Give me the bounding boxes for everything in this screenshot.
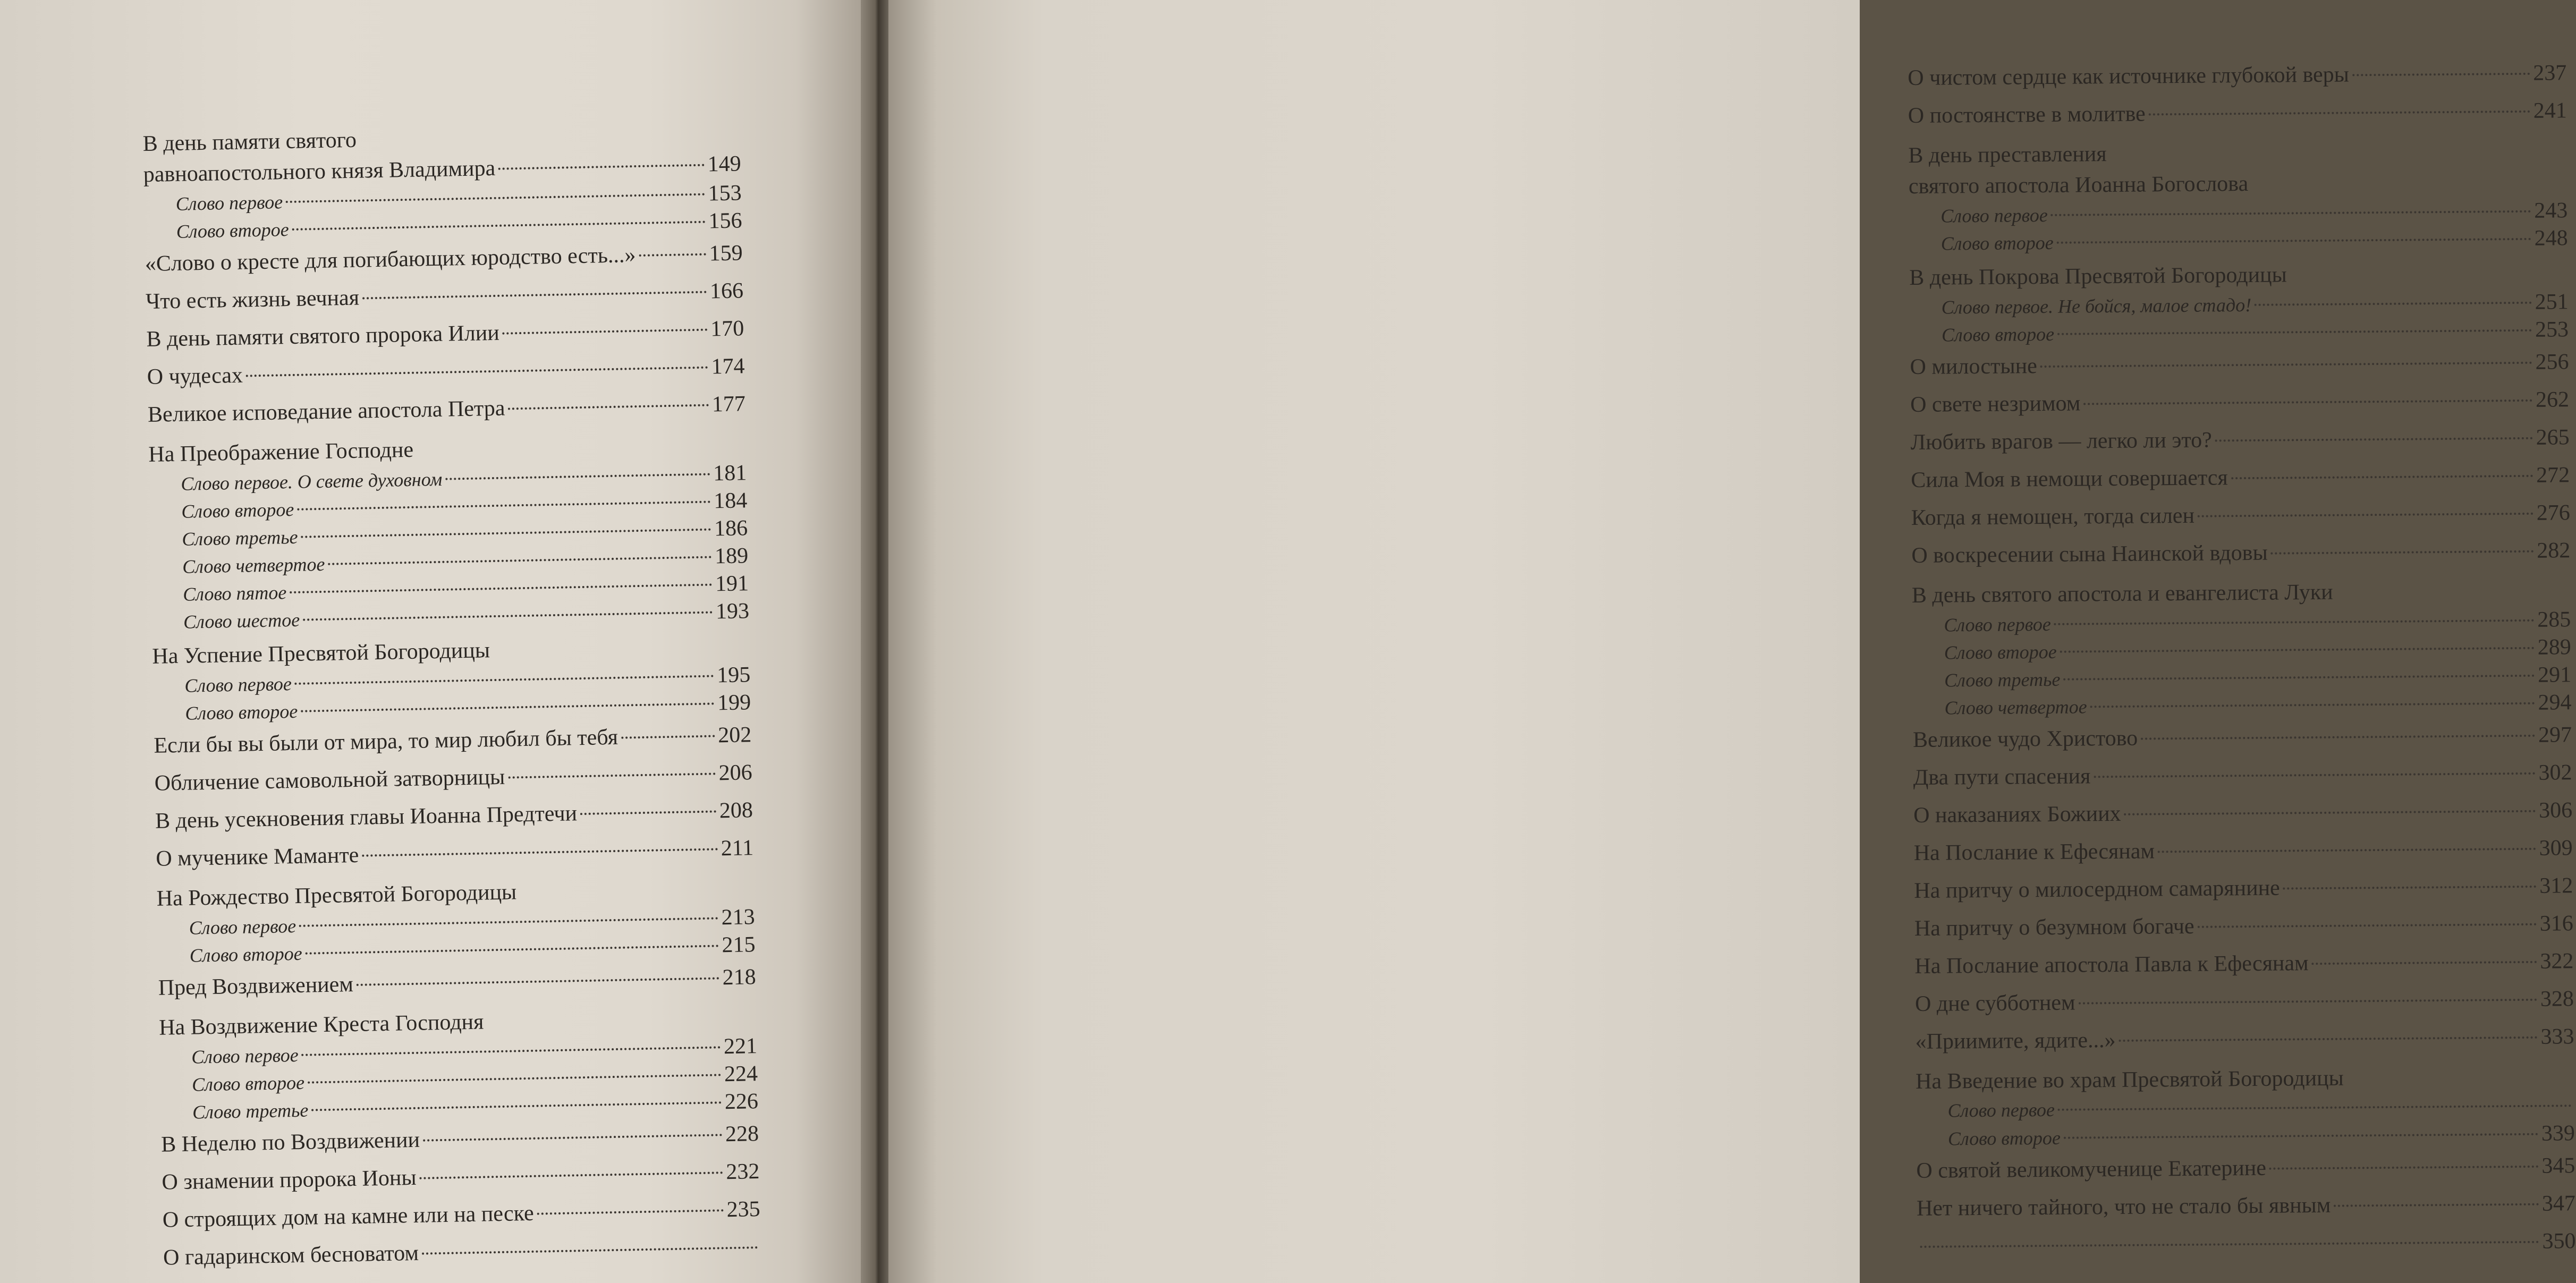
book-gutter [861,0,893,1283]
dot-leader [302,1046,721,1056]
dot-leader [508,404,709,410]
toc-entry-title: «Слово о кресте для погибающих юродство есть...» [145,243,636,276]
page-number: 262 [2535,387,2570,412]
toc-entry-title: Слово второе [181,498,294,522]
toc-entry [1910,343,2569,386]
dot-leader [2231,475,2533,479]
page-number: 272 [2536,463,2570,488]
toc-entry-title: О милостыне [1910,354,2037,379]
toc-entry-title: Слово второе [191,1072,305,1095]
toc-entry-title: Слово второе [189,942,302,966]
toc-entry [1917,1222,2576,1265]
page-number: 208 [719,798,753,823]
toc-entry-title: О святой великомученице Екатерине [1916,1155,2267,1183]
page-number: 302 [2538,760,2572,785]
toc-entry [1915,1018,2574,1061]
toc-entry-title: Слово второе [185,700,298,724]
page-number: 294 [2538,690,2572,715]
page-number: 243 [2534,198,2568,223]
page-number: 265 [2536,425,2570,450]
toc-entry [1911,494,2571,537]
page-number: 282 [2537,538,2571,563]
dot-leader [299,917,718,927]
toc-entry [1913,792,2573,835]
dot-leader [621,735,715,738]
page-number: 156 [708,208,742,234]
toc-entry-title: Слово второе [1947,1127,2061,1150]
dot-leader [2090,702,2535,708]
dot-leader [2312,961,2537,965]
dot-leader [311,1101,722,1111]
toc-section-heading [1908,135,2567,202]
page-number: 221 [723,1034,758,1059]
toc-entry-title: Слово второе [1941,323,2055,346]
page-number: 339 [2541,1121,2575,1146]
dot-leader [2198,513,2533,517]
toc-entry-title: Слово первое [189,915,296,939]
toc-entry-title: Слово первое [1944,613,2051,636]
toc-entry-title: В день усекновения главы Иоанна Предтечи [155,801,578,834]
toc-entry-title: Слово первое [175,191,283,215]
page-number: 309 [2539,836,2573,861]
toc-entry [1910,381,2570,424]
toc-entry [1917,1185,2576,1228]
toc-heading-line: святого апостола Иоанна Богослова [1908,171,2249,199]
dot-leader [2283,886,2537,890]
dot-leader [2063,675,2535,681]
page-number: 347 [2541,1191,2576,1216]
page-number: 228 [725,1121,759,1147]
toc-entry-title: На Воздвижение Креста Господня [158,1009,484,1040]
page-number: 211 [721,836,754,861]
page-number: 241 [2533,98,2567,123]
toc-entry-title: В день памяти святого пророка Илии [146,320,500,352]
toc-entry-title: О строящих дом на камне или на песке [162,1201,535,1233]
page-number: 312 [2539,873,2573,898]
page-number: 206 [718,760,753,786]
toc-section-heading [1916,1061,2574,1097]
page-number: 256 [2535,350,2569,375]
page-number: 226 [724,1089,759,1115]
dot-leader [639,253,706,257]
dot-leader [308,1074,721,1083]
toc-entry-title: Нет ничего тайного, что не стало бы явным [1916,1193,2331,1221]
dot-leader [328,556,711,565]
toc-entry [1916,1147,2575,1190]
toc-entry-title: На Послание апостола Павла к Ефесянам [1914,951,2309,979]
dot-leader [2271,550,2534,555]
dot-leader [2054,619,2535,625]
right-toc [1908,54,2576,1265]
toc-entry-title: Сила Моя в немощи совершается [1911,465,2228,492]
dot-leader [2060,647,2535,653]
toc-entry [1913,716,2572,759]
toc-entry-title: Слово второе [1944,641,2057,664]
toc-entry-title: В день святого апостола и евангелиста Луки [1911,580,2333,608]
dot-leader [301,702,714,712]
toc-entry-title: На Рождество Пресвятой Богородицы [156,880,517,911]
dot-leader [2079,999,2537,1005]
toc-entry-title: Слово первое [1947,1099,2055,1121]
toc-heading-line-text: равноапостольного князя Владимира [143,156,496,187]
toc-entry-title: Слово первое. О свете духовном [181,468,443,495]
page-number: 195 [716,662,751,688]
toc-entry-title: О знамении пророка Ионы [162,1165,417,1195]
page-number: 248 [2534,226,2568,251]
page-number: 285 [2537,607,2571,632]
page-number: 297 [2538,723,2572,747]
toc-entry-title: О гадаринском бесноватом [163,1240,419,1270]
dot-leader [2198,923,2537,928]
toc-entry-title: На Послание к Ефесянам [1913,839,2155,865]
toc-section-heading [1912,575,2571,611]
page-number: 276 [2536,500,2570,525]
page-number: 350 [2542,1229,2576,1254]
dot-leader [2158,848,2536,853]
toc-entry-title: Слово первое [184,673,292,696]
toc-entry-title: Великое исповедание апостола Петра [147,396,505,427]
toc-entry-title: О свете незримом [1910,391,2081,417]
dot-leader [292,221,706,231]
toc-entry-title: О наказаниях Божиих [1913,801,2121,828]
page-number: 181 [713,461,747,486]
dot-leader [423,1134,722,1141]
page-number: 251 [2535,290,2569,315]
toc-entry [1908,92,2567,135]
page-number: 345 [2541,1153,2575,1178]
toc-entry-title: Слово третье [181,526,298,550]
page-number: 153 [708,181,742,206]
toc-entry [1913,829,2573,872]
page-number: 333 [2540,1024,2574,1049]
toc-entry-title: Если бы вы были от мира, то мир любил бы тебя [154,725,618,758]
toc-entry-title: Пред Воздвижением [158,972,354,1000]
toc-entry-title: На притчу о безумном богаче [1914,914,2194,941]
dot-leader [357,977,719,986]
dot-leader [498,164,705,170]
toc-entry-title: Слово пятое [182,582,287,605]
dot-leader [537,1209,724,1214]
dot-leader [290,584,712,594]
page-number: 174 [711,354,745,379]
page-number: 199 [717,690,751,716]
toc-entry-title: В день Покрова Пресвятой Богородицы [1909,262,2287,290]
toc-entry [1915,980,2574,1023]
toc-entry-title: О чудесах [147,363,243,389]
dot-leader [503,329,708,335]
dot-leader [246,367,708,377]
page-number: 149 [707,151,742,177]
page-number: 186 [714,516,748,541]
dot-leader [508,772,715,778]
page-number: 213 [721,905,755,930]
dot-leader [2064,1133,2538,1139]
dot-leader [445,473,710,480]
page-number: 253 [2535,317,2569,342]
left-toc [142,112,761,1277]
toc-entry-title: Когда я немощен, тогда силен [1911,503,2195,530]
toc-entry [1911,532,2571,575]
toc-entry [1911,456,2570,499]
page-number: 202 [717,723,752,748]
dot-leader [2215,437,2533,442]
dot-leader [1920,1241,2539,1248]
dot-leader [297,501,710,511]
page-number: 232 [725,1159,760,1185]
dot-leader [2124,810,2536,815]
dot-leader [2255,302,2532,306]
page-number: 328 [2540,987,2574,1012]
dot-leader [2141,735,2535,740]
toc-entry-title: Слово первое. Не бойся, малое стадо! [1941,294,2252,318]
right-page [888,0,2576,1283]
dot-leader [2040,362,2532,368]
page-number: 322 [2540,949,2574,974]
dot-leader [2058,1104,2572,1111]
toc-entry-title: На Успение Пресвятой Богородицы [151,638,490,669]
page-number: 184 [713,488,748,514]
toc-section-heading [1909,257,2568,293]
left-page [0,0,865,1283]
toc-entry-title: На притчу о милосердном самарянине [1914,876,2280,903]
toc-entry-title: Слово шестое [183,609,300,633]
toc-entry-title: Слово первое [191,1044,299,1068]
toc-entry [1913,754,2572,797]
dot-leader [2269,1166,2539,1170]
toc-entry-title: Слово третье [192,1099,309,1123]
toc-heading-line: В день преставления [1908,142,2107,168]
page-number: 235 [726,1197,761,1222]
toc-entry-title: О дне субботнем [1914,990,2075,1016]
page-number: 177 [711,392,746,417]
toc-entry-title: Обличение самовольной затворницы [154,764,505,796]
page-number: 159 [709,241,743,266]
toc-entry-title: На Введение во храм Пресвятой Богородицы [1915,1066,2344,1094]
dot-leader [2149,111,2530,116]
page-number: 289 [2537,635,2571,660]
toc-subentry [1909,224,2568,257]
toc-entry [1908,54,2567,97]
toc-entry-title: О чистом сердце как источнике глубокой веры [1908,62,2350,90]
toc-entry-title: Слово третье [1944,668,2061,691]
toc-entry [1914,942,2574,985]
toc-entry-title: О воскресении сына Наинской вдовы [1911,540,2268,568]
dot-leader [420,1171,723,1179]
dot-leader [295,675,714,684]
page-number: 291 [2537,662,2572,687]
toc-entry-title: Великое чудо Христово [1912,726,2138,752]
toc-entry-title: На Преображение Господне [148,437,414,467]
page-number: 218 [722,965,757,990]
toc-heading-line: В день памяти святого [142,128,357,156]
toc-entry [1910,419,2570,462]
dot-leader [301,529,711,538]
dot-leader [303,611,713,621]
toc-entry [1914,867,2573,910]
dot-leader [2057,329,2532,335]
toc-entry [1914,905,2574,948]
dot-leader [422,1246,758,1255]
dot-leader [286,193,705,203]
page-number: 237 [2533,61,2567,86]
toc-entry-title: «Приимите, ядите...» [1915,1027,2116,1054]
toc-entry-title: Что есть жизнь вечная [145,285,360,314]
dot-leader [2334,1203,2539,1207]
dot-leader [580,810,716,815]
page-number: 189 [714,543,749,569]
dot-leader [2352,73,2530,77]
page-number: 170 [710,316,744,342]
dot-leader [362,848,717,856]
dot-leader [306,945,719,954]
page-number: 224 [724,1061,758,1087]
page-number: 215 [722,932,756,958]
toc-entry-title: Слово второе [176,218,289,242]
toc-entry-title: Слово второе [1941,232,2054,254]
dot-leader [362,291,707,300]
toc-section-heading [142,117,741,190]
toc-entry-title: Два пути спасения [1913,764,2091,790]
page-number: 306 [2538,798,2573,823]
dot-leader [2083,400,2532,405]
toc-entry-title: Слово четвертое [182,553,325,577]
toc-entry-title: О постоянстве в молитве [1908,101,2146,128]
dot-leader [2057,238,2531,244]
toc-entry-title: В Неделю по Воздвижении [160,1127,420,1157]
dot-leader [2051,210,2531,216]
page-number: 193 [715,599,750,624]
toc-entry-title: Любить врагов — легко ли это? [1910,428,2213,455]
dot-leader [2119,1036,2538,1042]
page-number: 191 [715,571,749,597]
toc-entry-title: О мученике Маманте [155,843,359,871]
dot-leader [2094,772,2535,778]
page-number: 166 [709,278,744,304]
toc-entry-title: Слово четвертое [1944,696,2087,719]
toc-entry-title: Слово первое [1941,204,2048,227]
page-number: 316 [2539,911,2573,936]
